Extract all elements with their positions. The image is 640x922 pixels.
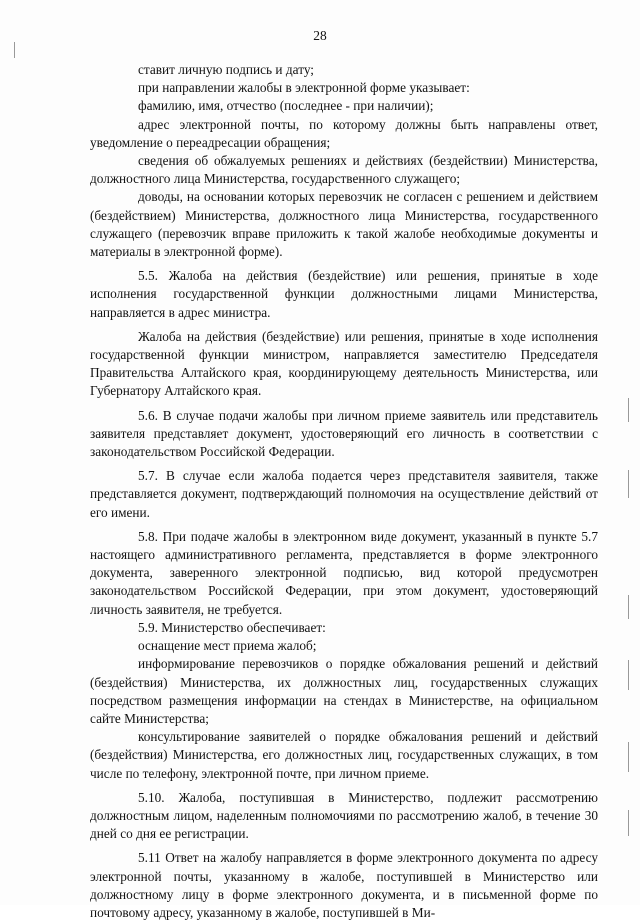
paragraph: 5.9. Министерство обеспечивает:: [138, 619, 326, 635]
paragraph: 5.10. Жалоба, поступившая в Министерство, подлежит рассмотрению должностным лицом, наделенным полномочиями по рассмотрению жалоб, в течение 30 дней со дня ее регистрации.: [90, 789, 598, 842]
paragraph: 5.5. Жалоба на действия (бездействие) или решения, принятые в ходе исполнения государственной функции должностными лицами Министерства, направляется в адрес министра.: [90, 268, 598, 320]
paragraph: оснащение мест приема жалоб;: [138, 638, 317, 654]
paragraph: 5.6. В случае подачи жалобы при личном приеме заявитель или представитель заявителя представляет документ, удостоверяющий его личность в соответствии с законодательством Российской Федерации.: [90, 407, 598, 460]
document-body: [90, 61, 598, 922]
paragraph: доводы, на основании которых перевозчик не согласен с решением и действием (бездействием) Министерства, должностного лица Министерства, государственного служащего (перевозчик вправе приложить к такой жалобе необходимые документы и материалы в электронной форме).: [90, 189, 598, 260]
scan-edge-mark: [628, 398, 629, 422]
paragraph: Жалоба на действия (бездействие) или решения, принятые в ходе исполнения государственной функции министром, направляется заместителю Председателя Правительства Алтайского края, координирующему деятельность Министерства, или Губернатору Алтайского края.: [90, 328, 598, 399]
scan-edge-mark: [628, 810, 629, 836]
paragraph: фамилию, имя, отчество (последнее - при наличии);: [138, 98, 434, 114]
paragraph: адрес электронной почты, по которому должны быть направлены ответ, уведомление о переадресации обращения;: [90, 116, 598, 150]
paragraph: 5.8. При подаче жалобы в электронном виде документ, указанный в пункте 5.7 настоящего административного регламента, представляется в форме электронного документа, заверенного электронной подписью, вид которой предусмотрен законодательством Российской Федерации, при этом документ, удостоверяющий личность заявителя, не требуется.: [90, 528, 598, 617]
scan-edge-mark: [628, 660, 629, 690]
scan-edge-mark: [628, 470, 629, 498]
scan-edge-mark: [628, 742, 629, 772]
paragraph: информирование перевозчиков о порядке обжалования решений и действий (бездействия) Министерства, их должностных лиц, государственных служащих посредством размещения информации на стендах в Министерстве, на официальном сайте Министерства;: [90, 656, 598, 726]
scan-edge-mark: [14, 42, 15, 58]
paragraph: консультирование заявителей о порядке обжалования решений и действий (бездействия) Министерства, его должностных лиц, государственных служащих, в том числе по телефону, электронной почте, при личном приеме.: [90, 729, 598, 781]
paragraph: 5.11 Ответ на жалобу направляется в форме электронного документа по адресу электронной почты, указанному в жалобе, поступившей в Министерство или должностному лицу в форме электронного документа, и в письменной форме по почтовому адресу, указанному в жалобе, поступившей в Ми-: [90, 850, 598, 920]
scan-edge-mark: [628, 595, 629, 619]
paragraph: 5.7. В случае если жалоба подается через представителя заявителя, также представляется документ, подтверждающий полномочия на осуществление действий от его имени.: [90, 468, 598, 520]
paragraph: сведения об обжалуемых решениях и действиях (бездействии) Министерства, должностного лица Министерства, государственного служащего;: [90, 153, 598, 187]
page-number: 28: [313, 28, 327, 43]
paragraph: при направлении жалобы в электронной форме указывает:: [138, 80, 470, 96]
paragraph: ставит личную подпись и дату;: [138, 62, 315, 77]
